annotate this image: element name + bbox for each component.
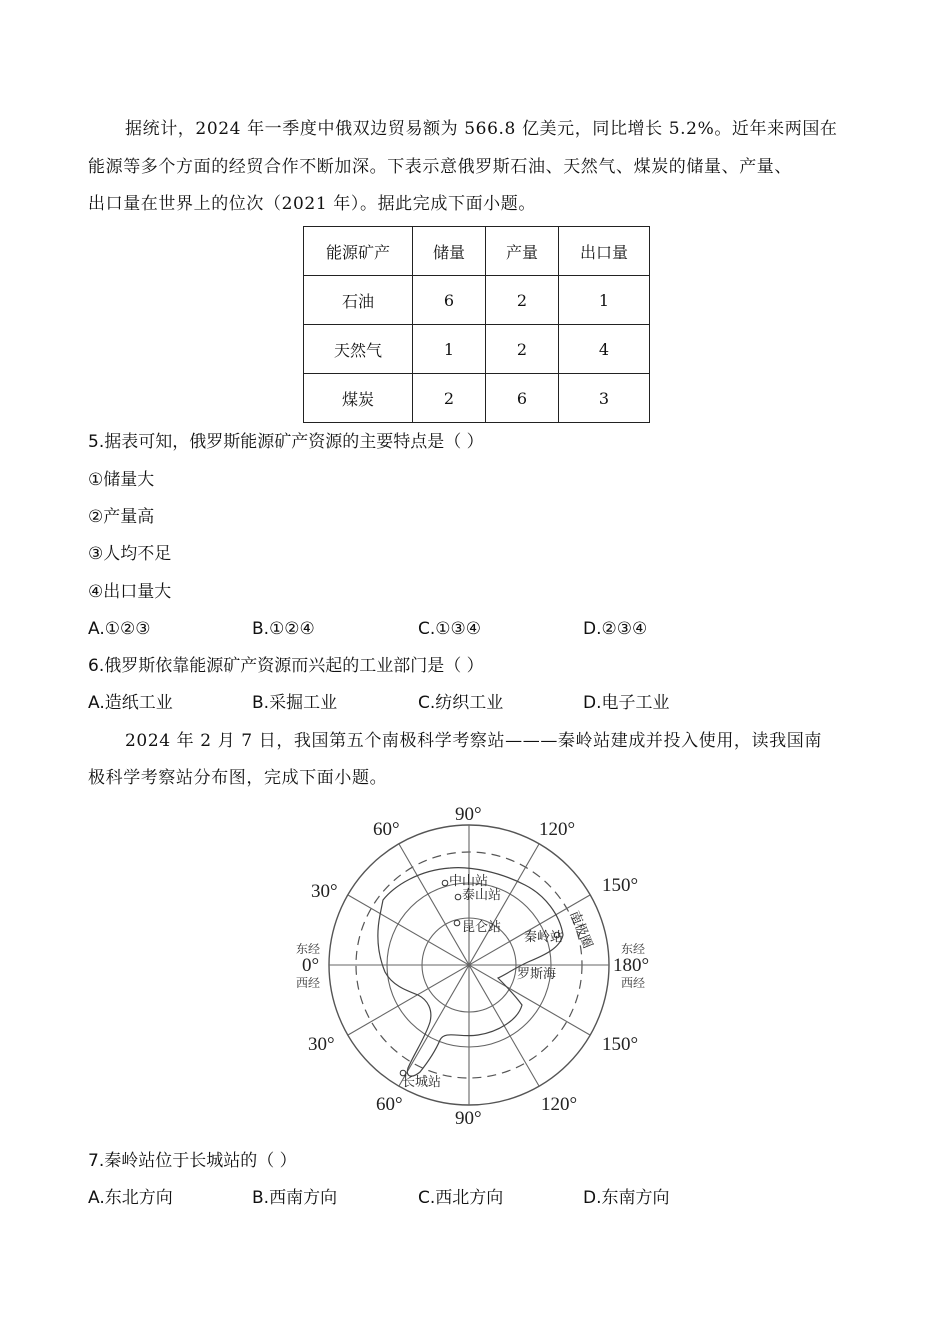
table-header-cell: 能源矿产: [304, 227, 413, 276]
q6-stem: 6.俄罗斯依靠能源矿产资源而兴起的工业部门是（ ）: [88, 656, 484, 676]
intro-line-3: 出口量在世界上的位次（2021 年）。据此完成下面小题。: [88, 194, 536, 214]
east-longitude-left: 东经: [296, 942, 321, 956]
table-header-cell: 产量: [486, 227, 559, 276]
table-header-cell: 储量: [413, 227, 486, 276]
intro-line-2: 能源等多个方面的经贸合作不断加深。下表示意俄罗斯石油、天然气、煤炭的储量、产量、: [88, 157, 792, 177]
degree-label-left-0: 0°: [302, 955, 320, 976]
q7-option-d[interactable]: D.东南方向: [583, 1188, 670, 1208]
q6-option-a[interactable]: A.造纸工业: [88, 693, 173, 713]
table-header-cell: 出口量: [559, 227, 650, 276]
energy-rank-table: [303, 226, 650, 423]
table-cell: 天然气: [304, 325, 413, 374]
degree-label-bottom-120: 120°: [541, 1094, 578, 1115]
q5-option-b[interactable]: B.①②④: [252, 619, 315, 639]
q5-item: ④出口量大: [88, 582, 172, 602]
table-cell: 6: [413, 276, 486, 325]
west-longitude-right: 西经: [621, 976, 646, 990]
taishan-station-marker: [455, 894, 461, 900]
table-cell: 1: [559, 276, 650, 325]
q6-option-c[interactable]: C.纺织工业: [418, 693, 504, 713]
q5-option-c[interactable]: C.①③④: [418, 619, 481, 639]
degree-label-left-30-bottom: 30°: [308, 1034, 335, 1055]
q5-option-d[interactable]: D.②③④: [583, 619, 648, 639]
degree-label-right-180: 180°: [613, 955, 650, 976]
degree-label-right-150-top: 150°: [602, 875, 639, 896]
table-cell: 煤炭: [304, 374, 413, 423]
table-cell: 2: [486, 276, 559, 325]
antarctic-station-map: [290, 800, 660, 1130]
q7-option-a[interactable]: A.东北方向: [88, 1188, 173, 1208]
zhongshan-station-marker: [442, 880, 448, 886]
q6-option-b[interactable]: B.采掘工业: [252, 693, 338, 713]
ross-sea-label: 罗斯海: [517, 967, 557, 982]
table-row: [304, 374, 650, 423]
table-cell: 3: [559, 374, 650, 423]
q5-item: ③人均不足: [88, 544, 172, 564]
table-row: [304, 325, 650, 374]
table-cell: 2: [486, 325, 559, 374]
intro2-line-1: 2024 年 2 月 7 日，我国第五个南极科学考察站———秦岭站建成并投入使用，读我国南: [125, 731, 822, 751]
intro-line-1: 据统计，2024 年一季度中俄双边贸易额为 566.8 亿美元，同比增长 5.2%。近年来两国在: [125, 119, 838, 139]
degree-label-bottom-60: 60°: [376, 1094, 403, 1115]
q5-item: ①储量大: [88, 470, 155, 490]
west-longitude-left: 西经: [296, 976, 321, 990]
degree-label-bottom-90: 90°: [455, 1108, 482, 1129]
q7-option-b[interactable]: B.西南方向: [252, 1188, 338, 1208]
antarctic-circle-label: 南极圈: [566, 908, 595, 951]
degree-label-top-90: 90°: [455, 804, 482, 825]
kunlun-station-label: 昆仑站: [462, 920, 502, 935]
table-header-row: [304, 227, 650, 276]
q7-option-c[interactable]: C.西北方向: [418, 1188, 504, 1208]
meridian-lines: [329, 825, 609, 1105]
taishan-station-label: 泰山站: [462, 888, 502, 903]
degree-label-right-150-bottom: 150°: [602, 1034, 639, 1055]
degree-label-left-30-top: 30°: [311, 881, 338, 902]
degree-label-top-60: 60°: [373, 819, 400, 840]
east-longitude-right: 东经: [621, 942, 646, 956]
q5-option-a[interactable]: A.①②③: [88, 619, 151, 639]
qinling-station-label: 秦岭站: [524, 930, 564, 945]
table-cell: 1: [413, 325, 486, 374]
q7-stem: 7.秦岭站位于长城站的（ ）: [88, 1151, 297, 1171]
zhongshan-station-label: 中山站: [449, 874, 489, 889]
kunlun-station-marker: [454, 920, 460, 926]
table-row: [304, 276, 650, 325]
intro2-line-2: 极科学考察站分布图，完成下面小题。: [88, 768, 388, 788]
q6-option-d[interactable]: D.电子工业: [583, 693, 670, 713]
degree-label-top-120: 120°: [539, 819, 576, 840]
q5-stem: 5.据表可知，俄罗斯能源矿产资源的主要特点是（ ）: [88, 432, 484, 452]
table-cell: 2: [413, 374, 486, 423]
table-cell: 4: [559, 325, 650, 374]
table-cell: 石油: [304, 276, 413, 325]
changcheng-station-label: 长城站: [402, 1075, 442, 1090]
q5-item: ②产量高: [88, 507, 155, 527]
table-cell: 6: [486, 374, 559, 423]
